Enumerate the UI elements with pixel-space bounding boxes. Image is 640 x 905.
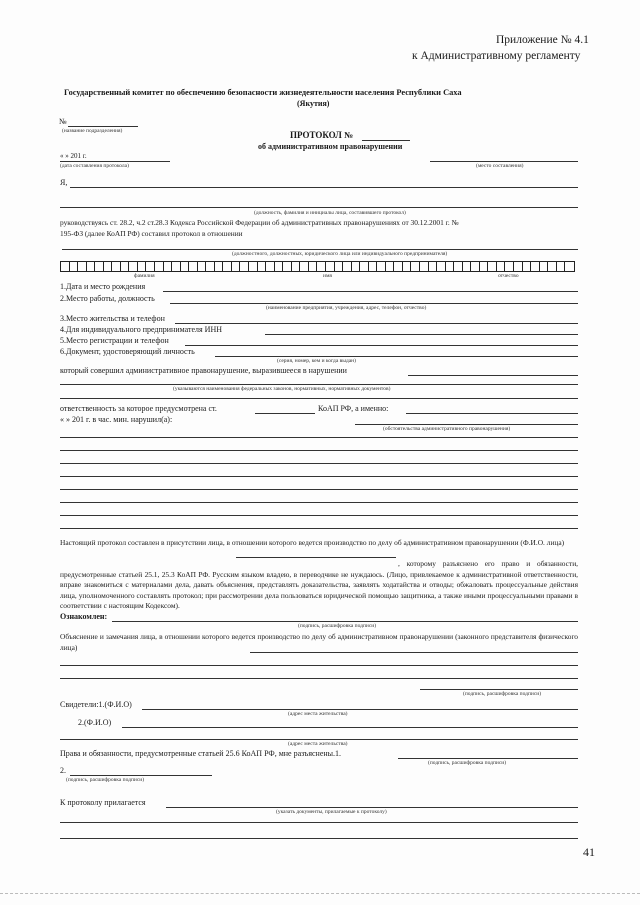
witness-1-caption: (адрес места жительства) (288, 711, 348, 717)
circumstance-line-2[interactable] (60, 450, 578, 451)
fio-patronymic-label: отчество (498, 273, 519, 279)
protocol-title: ПРОТОКОЛ № (290, 130, 354, 140)
registration-input[interactable] (185, 345, 578, 346)
familiar-caption: (подпись, расшифровка подписи) (298, 623, 377, 629)
witness-rights-label: Права и обязанности, предусмотренные статьей 25.6 КоАП РФ, мне разъяснены.1. (60, 749, 342, 758)
registry-line[interactable] (68, 126, 138, 127)
protocol-subtitle: об административном правонарушении (258, 142, 403, 151)
document-input[interactable] (215, 356, 578, 357)
appendix-title: Приложение № 4.1 (496, 34, 589, 46)
witness-second-caption: (подпись, расшифровка подписи) (66, 777, 145, 783)
explanation-signature-input[interactable] (420, 689, 578, 690)
birth-label: 1.Дата и место рождения (60, 282, 146, 291)
compiler-line-1[interactable] (70, 187, 578, 188)
explanation-line-2[interactable] (60, 665, 578, 666)
circumstance-line-3[interactable] (60, 463, 578, 464)
legal-basis-1: руководствуясь ст. 28.2, ч.2 ст.28.3 Кодекса Российской Федерации об административных правонарушениях от 30.12.2001 г. № (60, 218, 459, 227)
explanation-caption: (подпись, расшифровка подписи) (463, 691, 542, 697)
entrepreneur-inn-input[interactable] (265, 334, 578, 335)
explanation-line-3[interactable] (60, 678, 578, 679)
attachments-label: К протоколу прилагается (60, 798, 146, 807)
circumstance-line-5[interactable] (60, 489, 578, 490)
offense-caption: (указываются наименования федеральных законов, нормативных, нормативных документов) (173, 386, 391, 392)
circumstance-line-4[interactable] (60, 476, 578, 477)
fio-name-label: имя (323, 273, 332, 279)
compiler-caption: (должность, фамилия и инициалы лица, составившего протокол) (254, 210, 406, 216)
witness-rights-signature-1[interactable] (398, 758, 578, 759)
registration-label: 5.Место регистрации и телефон (60, 336, 169, 345)
birth-input[interactable] (163, 291, 578, 292)
protocol-date-caption: (дата составления протокола) (60, 163, 129, 169)
work-label: 2.Место работы, должность (60, 294, 155, 303)
attachments-input[interactable] (166, 807, 578, 808)
entrepreneur-label: 4.Для индивидуального предпринимателя ИНН (60, 325, 223, 334)
subject-line[interactable] (62, 249, 578, 250)
protocol-date: « » 201 г. (60, 152, 87, 160)
protocol-number-line[interactable] (362, 140, 410, 141)
compiler-line-2[interactable] (60, 207, 578, 208)
circumstance-line-1[interactable] (60, 437, 578, 438)
registry-number: № (59, 117, 67, 126)
protocol-date-line[interactable] (60, 161, 170, 162)
witness-rights-caption: (подпись, расшифровка подписи) (428, 760, 507, 766)
protocol-place-caption: (место составления) (476, 163, 524, 169)
offense-line-2[interactable] (60, 384, 578, 385)
koap-label: КоАП РФ, а именно: (318, 404, 389, 413)
org-name-2: (Якутия) (297, 99, 330, 108)
attachments-caption: (указать документы, прилагаемые к протоколу) (276, 809, 387, 815)
legal-basis-2: 195-ФЗ (далее КоАП РФ) составил протокол в отношении (60, 229, 243, 238)
residence-label: 3.Место жительства и телефон (60, 314, 165, 323)
protocol-place-line[interactable] (430, 161, 578, 162)
fio-grid[interactable] (60, 261, 575, 272)
page-number: 41 (583, 845, 595, 859)
scan-edge (0, 893, 640, 894)
document-caption: (серия, номер, кем и когда выдан) (277, 358, 356, 364)
registry-caption: (название подразделения) (62, 128, 123, 134)
offense-datetime-caption: (обстоятельства административного правонарушения) (383, 426, 511, 432)
witness-rights-signature-2[interactable] (70, 775, 212, 776)
residence-input[interactable] (175, 323, 578, 324)
witness-second-label: 2. (60, 766, 66, 775)
person-fio-input[interactable] (236, 557, 396, 558)
witness-1-label: Свидетели:1.(Ф.И.О) (60, 700, 132, 709)
witness-2-line-2[interactable] (60, 739, 578, 740)
witness-2-label: 2.(Ф.И.О) (78, 718, 112, 727)
fio-surname-label: фамилия (134, 273, 155, 279)
attachments-line-2[interactable] (60, 822, 578, 823)
rights-paragraph-2: , которому разъяснено его право и обязанности, предусмотренные статьей 25.1, 25.3 КоАП РФ. Русским языком владею, в переводчике не нуждаюсь. (Лицо, привлекаемое к административной ответственности, вправе знакомиться с материалами дела, давать объяснения, представлять доказательства, заявлять ходатайства и отводы; обжаловать процессуальные действия лица, уполномоченного составлять протокол; при рассмотрении дела пользоваться юридической помощью защитника, а также иными процессуальными правами в соответствии с настоящим Кодексом). (60, 559, 578, 611)
offense-label: который совершил административное правонарушение, выразившееся в нарушении (60, 366, 347, 375)
offense-input[interactable] (408, 375, 578, 376)
familiar-signature-input[interactable] (112, 621, 578, 622)
witness-2-input[interactable] (122, 727, 578, 728)
liability-label: ответственность за которое предусмотрена ст. (60, 404, 217, 413)
work-caption: (наименование предприятия, учреждения, адрес, телефон, отчество) (266, 305, 427, 311)
liability-article-input[interactable] (255, 413, 315, 414)
document-label: 6.Документ, удостоверяющий личность (60, 347, 195, 356)
work-input[interactable] (170, 303, 578, 304)
appendix-subtitle: к Административному регламенту (412, 50, 581, 62)
explanation-input[interactable] (250, 652, 578, 653)
witness-1-input[interactable] (142, 709, 578, 710)
subject-caption: (должностного, должностных, юридического лица или индивидуального предпринимателя) (232, 251, 448, 257)
rights-paragraph-1: Настоящий протокол составлен в присутствии лица, в отношении которого ведется производство по делу об административном правонарушении (Ф.И.О. лица) (60, 538, 565, 547)
org-name: Государственный комитет по обеспечению безопасности жизнедеятельности населения Республики Саха (64, 88, 462, 97)
circumstance-line-8[interactable] (60, 528, 578, 529)
circumstance-line-6[interactable] (60, 502, 578, 503)
offense-datetime: « » 201 г. в час. мин. нарушил(а): (60, 415, 173, 424)
explanation-label: Объяснение и замечания лица, в отношении которого ведется производство по делу об административном правонарушении (законного представителя физического лица) (60, 632, 578, 652)
compiler-label: Я, (60, 178, 68, 187)
witness-2-caption: (адрес места жительства) (288, 741, 348, 747)
offense-line-3[interactable] (60, 398, 578, 399)
circumstance-line-7[interactable] (60, 515, 578, 516)
attachments-line-3[interactable] (60, 838, 578, 839)
koap-input[interactable] (406, 413, 578, 414)
familiar-label: Ознакомлен: (60, 612, 108, 621)
offense-datetime-input[interactable] (355, 424, 578, 425)
